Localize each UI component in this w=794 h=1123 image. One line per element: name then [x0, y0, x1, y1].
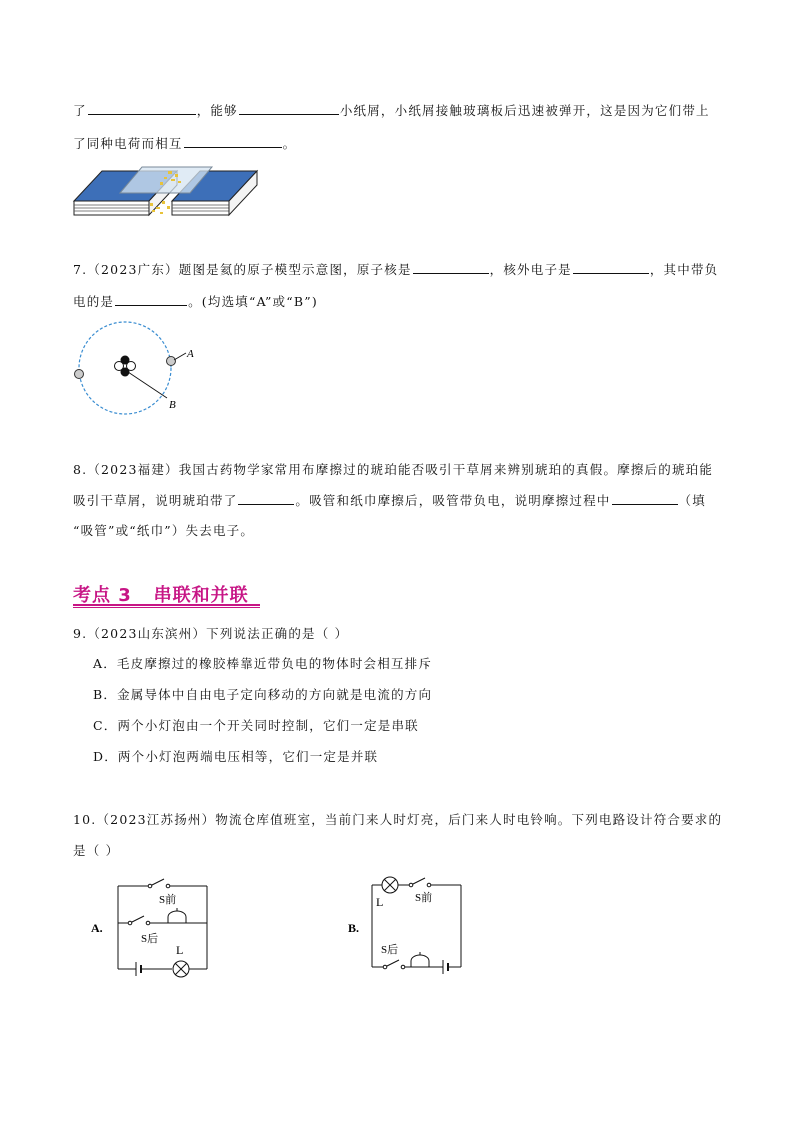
- lamp-label: L: [376, 895, 384, 909]
- answer-blank[interactable]: [573, 261, 649, 274]
- circuit-a-label: A.: [91, 921, 103, 935]
- q8-line-3: “吸管”或“纸巾”）失去电子。: [73, 523, 255, 538]
- label-b: B: [169, 399, 176, 411]
- section-underline: [73, 604, 260, 606]
- q6-line-1: 了 ，能够 小纸屑，小纸屑接触玻璃板后迅速被弹开，这是因为它们带上: [73, 103, 710, 118]
- books-glass-figure: [72, 163, 262, 218]
- switch-s-front-label: S前: [159, 894, 177, 906]
- q9-option-c[interactable]: C．两个小灯泡由一个开关同时控制，它们一定是串联: [93, 718, 419, 733]
- helium-atom-figure: [70, 318, 200, 418]
- circuit-b-diagram[interactable]: [345, 870, 475, 980]
- q8-line-2: 吸引干草屑，说明琥珀带了 。吸管和纸巾摩擦后，吸管带负电，说明摩擦过程中 （填: [73, 493, 706, 508]
- q9-option-d[interactable]: D．两个小灯泡两端电压相等，它们一定是并联: [93, 749, 379, 764]
- answer-blank[interactable]: [413, 261, 489, 274]
- label-a: A: [187, 348, 194, 360]
- answer-blank[interactable]: [88, 102, 196, 115]
- circuit-b-label: B.: [348, 921, 360, 935]
- answer-blank[interactable]: [612, 492, 678, 505]
- q6-line-2: 了同种电荷而相互 。: [73, 136, 297, 151]
- q10-line-1: 10.（2023江苏扬州）物流仓库值班室，当前门来人时灯亮，后门来人时电铃响。下列电路设计符合要求的: [73, 812, 723, 827]
- section-underline: [73, 607, 260, 608]
- answer-blank[interactable]: [115, 293, 187, 306]
- lamp-label: L: [176, 943, 184, 957]
- q9-option-b[interactable]: B．金属导体中自由电子定向移动的方向就是电流的方向: [93, 687, 433, 702]
- answer-blank[interactable]: [239, 102, 339, 115]
- q8-line-1: 8.（2023福建）我国古药物学家常用布摩擦过的琥珀能否吸引干草屑来辨别琥珀的真假。摩擦后的琥珀能: [73, 462, 714, 477]
- switch-s-front-label: S前: [415, 892, 433, 904]
- answer-blank[interactable]: [238, 492, 294, 505]
- section-title: 考点 3 串联和并联: [73, 585, 249, 606]
- q9-stem: 9.（2023山东滨州）下列说法正确的是（ ）: [73, 626, 349, 641]
- q7-line-2: 电的是 。(均选填“A”或“B”): [73, 294, 318, 309]
- q7-line-1: 7.（2023广东）题图是氦的原子模型示意图，原子核是 ，核外电子是 ，其中带负: [73, 262, 719, 277]
- switch-s-back-label: S后: [141, 933, 159, 945]
- q9-option-a[interactable]: A．毛皮摩擦过的橡胶棒靠近带负电的物体时会相互排斥: [93, 656, 433, 671]
- q10-line-2: 是（ ）: [73, 843, 120, 858]
- answer-blank[interactable]: [184, 135, 282, 148]
- switch-s-back-label: S后: [381, 944, 399, 956]
- circuit-a-diagram[interactable]: [88, 870, 223, 980]
